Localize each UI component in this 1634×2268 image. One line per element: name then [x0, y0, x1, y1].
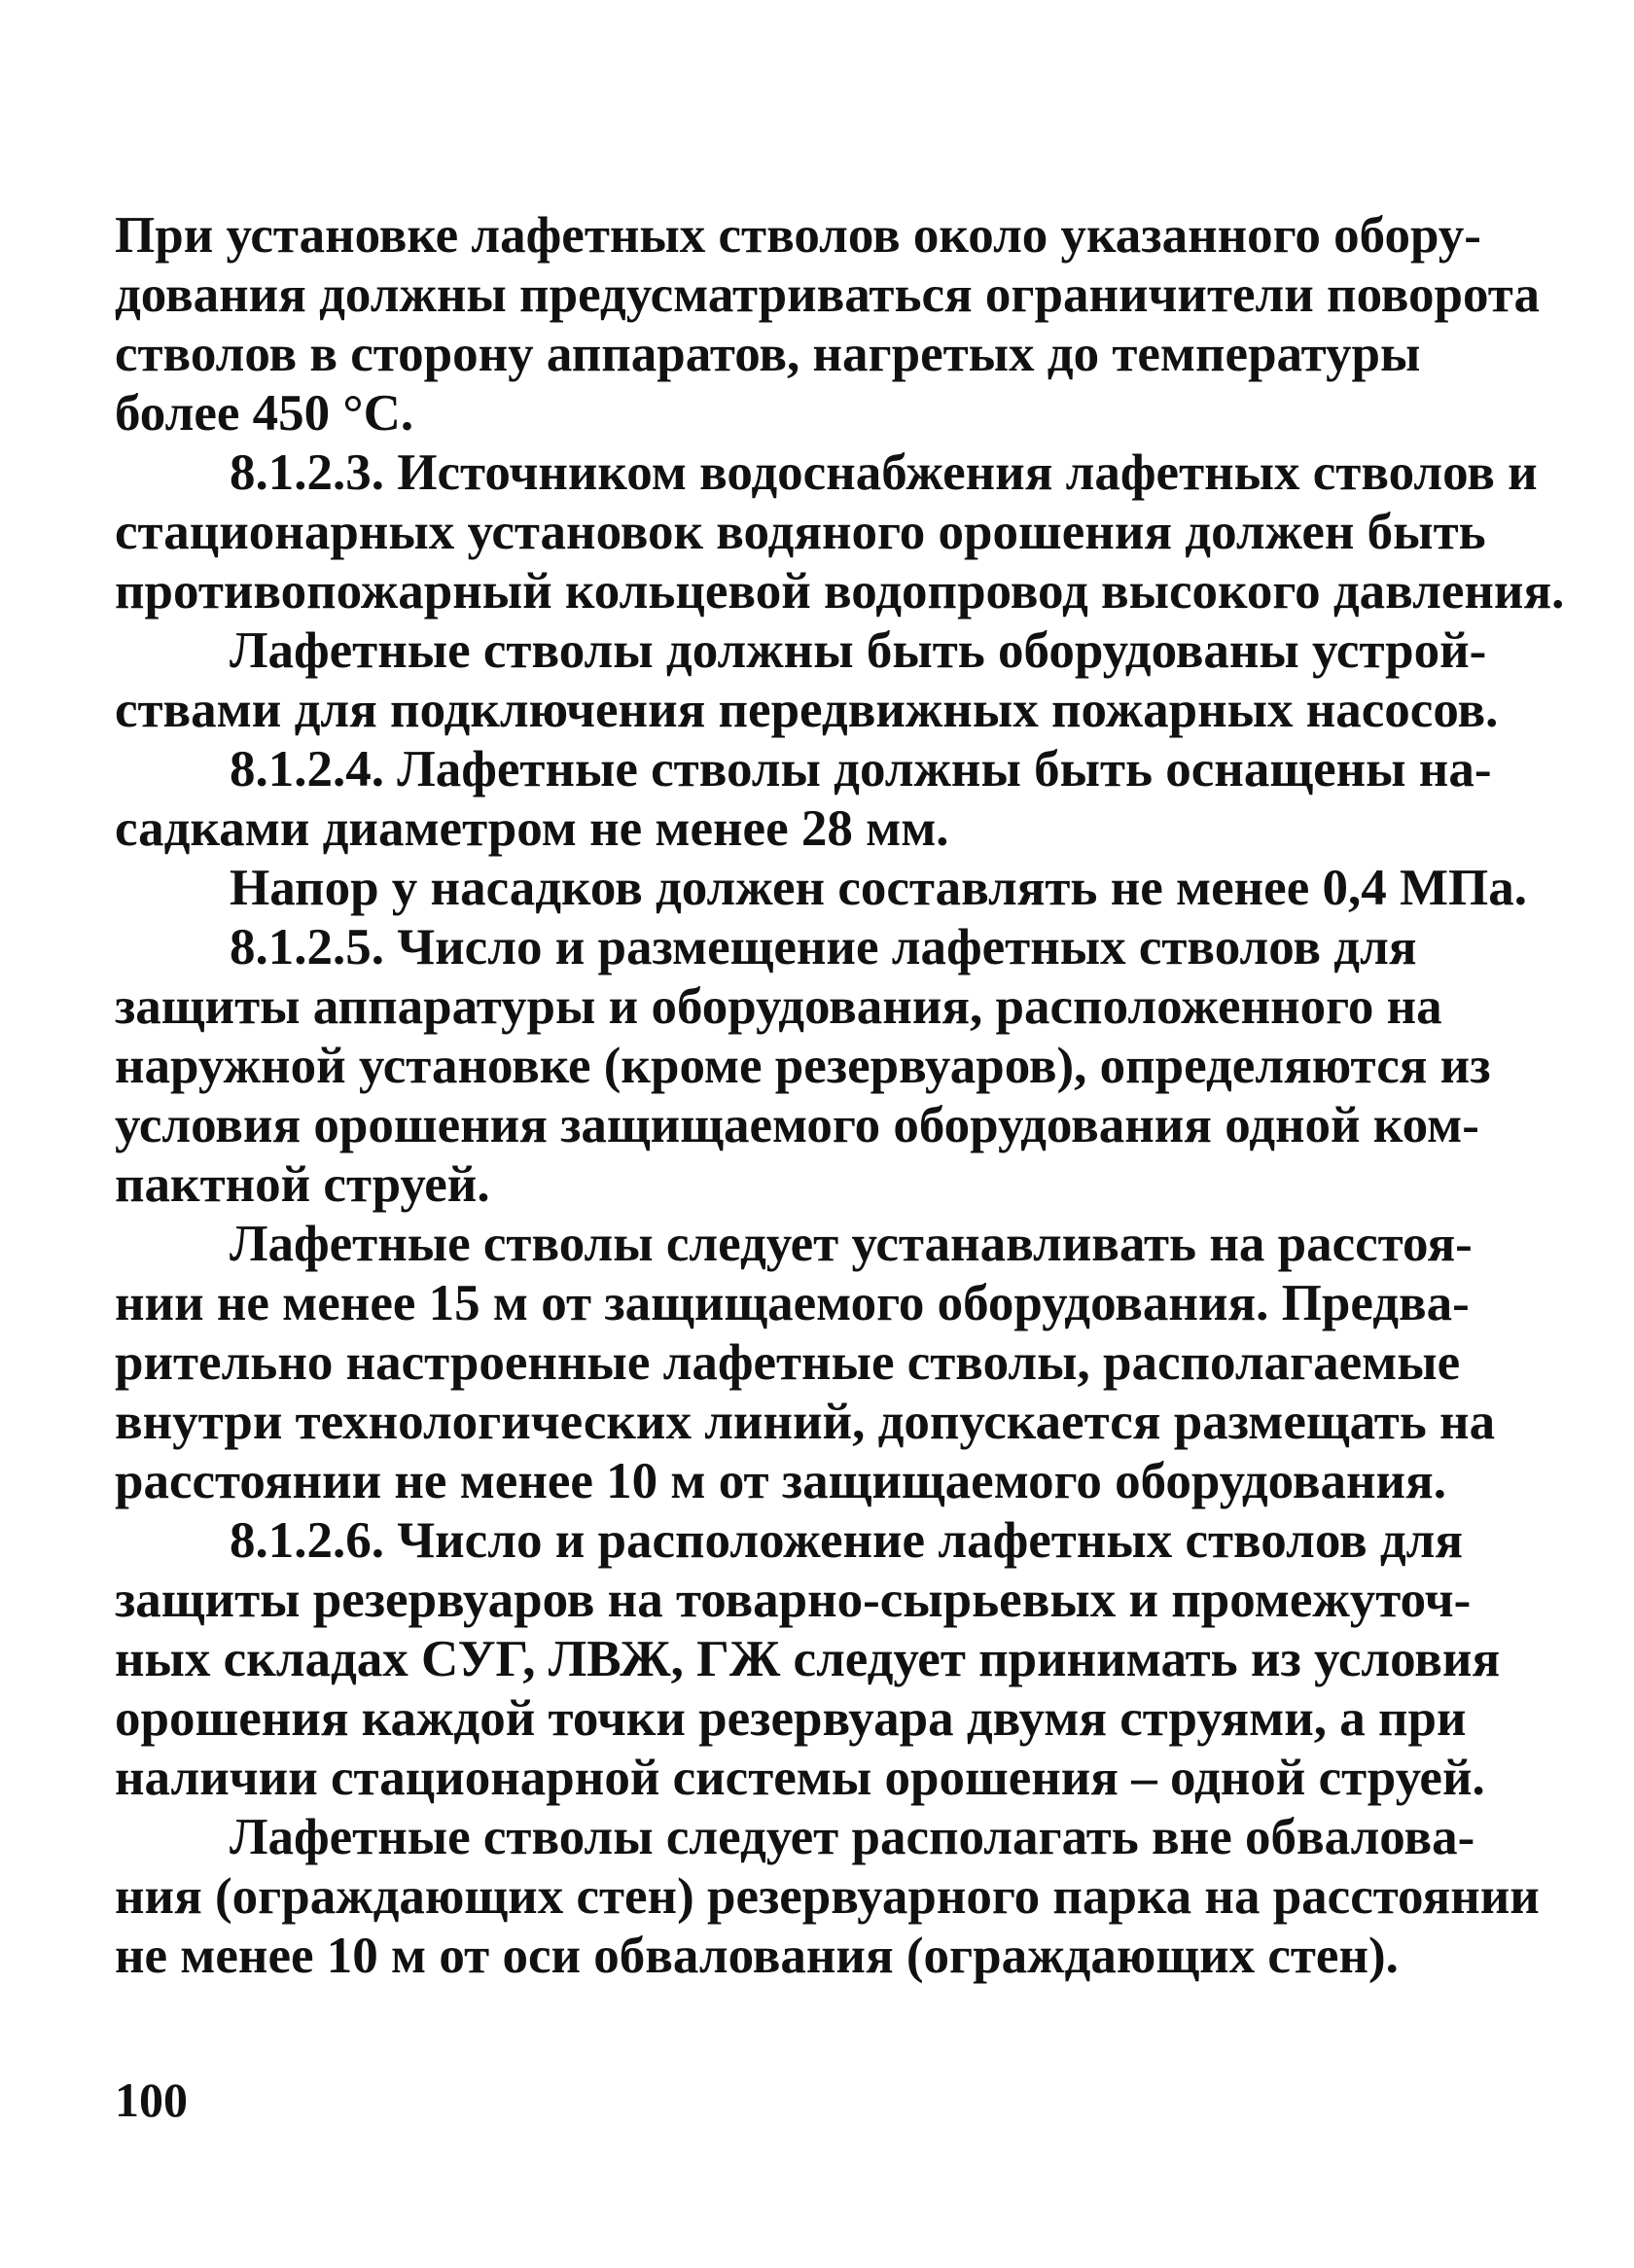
- text-line: Лафетные стволы следует располагать вне обвалова-: [230, 1809, 1475, 1865]
- paragraph-7: [115, 1215, 1496, 1511]
- text-line: 8.1.2.3. Источником водоснабжения лафетных стволов и: [230, 444, 1538, 501]
- text-line: орошения каждой точки резервуара двумя струями, а при: [115, 1690, 1467, 1747]
- text-line: нии не менее 15 м от защищаемого оборудования. Предва-: [115, 1275, 1470, 1331]
- paragraph-8-1-2-6: [115, 1511, 1501, 1808]
- text-line: Лафетные стволы должны быть оборудованы устрой-: [230, 622, 1487, 679]
- paragraph-1: [115, 206, 1540, 443]
- text-line: садками диаметром не менее 28 мм.: [115, 800, 949, 857]
- text-line: стволов в сторону аппаратов, нагретых до температуры: [115, 326, 1421, 382]
- text-line: ствами для подключения передвижных пожарных насосов.: [115, 682, 1499, 738]
- paragraph-5: [115, 859, 1527, 918]
- paragraph-8-1-2-4: [115, 740, 1492, 859]
- text-line: не менее 10 м от оси обвалования (ограждающих стен).: [115, 1928, 1399, 1984]
- text-line: 8.1.2.5. Число и размещение лафетных стволов для: [230, 919, 1417, 975]
- text-line: При установке лафетных стволов около указанного обору-: [115, 207, 1481, 264]
- text-line: защиты аппаратуры и оборудования, расположенного на: [115, 978, 1442, 1035]
- text-line: дования должны предусматриваться ограничители поворота: [115, 266, 1540, 323]
- text-line: пактной струей.: [115, 1156, 490, 1213]
- paragraph-8-1-2-3: [115, 443, 1565, 621]
- text-line: Лафетные стволы следует устанавливать на расстоя-: [230, 1216, 1473, 1272]
- text-line: стационарных установок водяного орошения должен быть: [115, 504, 1486, 560]
- paragraph-8-1-2-5: [115, 918, 1491, 1215]
- text-line: 8.1.2.4. Лафетные стволы должны быть оснащены на-: [230, 741, 1492, 797]
- paragraph-9: [115, 1808, 1540, 1986]
- text-line: более 450 °С.: [115, 385, 414, 442]
- page-number: 100: [115, 2073, 188, 2127]
- text-line: Напор у насадков должен составлять не менее 0,4 МПа.: [230, 860, 1527, 916]
- text-line: противопожарный кольцевой водопровод высокого давления.: [115, 563, 1565, 620]
- text-line: внутри технологических линий, допускается размещать на: [115, 1394, 1496, 1450]
- text-line: защиты резервуаров на товарно-сырьевых и промежуточ-: [115, 1572, 1472, 1628]
- text-line: наружной установке (кроме резервуаров), определяются из: [115, 1038, 1491, 1094]
- paragraph-3: [115, 621, 1499, 740]
- text-line: наличии стационарной системы орошения – одной струей.: [115, 1750, 1485, 1806]
- text-line: ных складах СУГ, ЛВЖ, ГЖ следует принимать из условия: [115, 1631, 1501, 1687]
- text-line: 8.1.2.6. Число и расположение лафетных стволов для: [230, 1512, 1464, 1569]
- body-text: [115, 206, 1565, 1986]
- text-line: рительно настроенные лафетные стволы, располагаемые: [115, 1334, 1461, 1391]
- text-line: расстоянии не менее 10 м от защищаемого оборудования.: [115, 1453, 1446, 1509]
- text-line: условия орошения защищаемого оборудования одной ком-: [115, 1097, 1479, 1153]
- text-line: ния (ограждающих стен) резервуарного парка на расстоянии: [115, 1868, 1540, 1925]
